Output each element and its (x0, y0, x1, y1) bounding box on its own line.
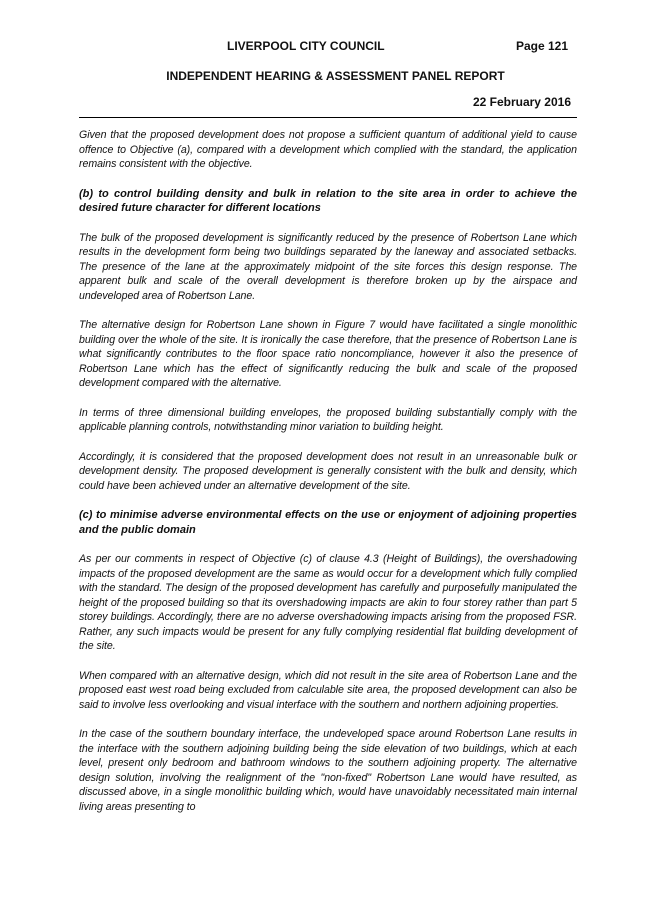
page-number: Page 121 (515, 39, 568, 53)
paragraph: The bulk of the proposed development is significantly reduced by the presence of Robertson Lane which results in the development form being two buildings separated by the laneway and associated setbacks. The presence of the lane at the approximately midpoint of the site forces this design response. The apparent bulk and scale of the overall development is therefore broken up by the airspace and undeveloped area of Robertson Lane. (79, 231, 577, 302)
paragraph: When compared with an alternative design, which did not result in the site area of Robertson Lane and the proposed east west road being excluded from calculable site area, the proposed development can also be said to involve less overlooking and visual interface with the southern and northern adjoining properties. (79, 669, 577, 711)
report-date: 22 February 2016 (472, 95, 571, 109)
section-heading: (b) to control building density and bulk in relation to the site area in order to achieve the desired future character for different locations (79, 187, 577, 214)
document-body (79, 128, 577, 829)
paragraph: The alternative design for Robertson Lane shown in Figure 7 would have facilitated a single monolithic building over the whole of the site. It is ironically the case therefore, that the presence of Robertson Lane is what significantly contributes to the floor space ratio noncompliance, however it also the presence of Robertson Lane which has the effect of significantly reducing the bulk and scale of the proposed development compared with the alternative. (79, 319, 577, 389)
paragraph: In the case of the southern boundary interface, the undeveloped space around Robertson Lane results in the interface with the southern adjoining building being the side elevation of two buildings, which at each level, present only bedroom and bathroom windows to the southern adjoining property. The alternative design solution, involving the realignment of the "non-fixed" Robertson Lane would have resulted, as discussed above, in a single monolithic building which, would have unavoidably necessitated main internal living areas presenting to (79, 728, 577, 813)
paragraph: As per our comments in respect of Objective (c) of clause 4.3 (Height of Buildings), the overshadowing impacts of the proposed development are the same as would occur for a development which fully complied with the standard. The design of the proposed development has carefully and purposefully manipulated the height of the proposed building so that its overshadowing impacts are akin to four storey rather than part 5 storey buildings. Accordingly, there are no adverse overshadowing impacts arising from the proposed FSR. Rather, any such impacts would be present for any fully complying residential flat building development of the site. (79, 553, 577, 652)
paragraph: Given that the proposed development does not propose a sufficient quantum of additional yield to cause offence to Objective (a), compared with a development which complied with the standard, the application remains consistent with the objective. (79, 129, 577, 170)
section-heading: (c) to minimise adverse environmental effects on the use or enjoyment of adjoining properties and the public domain (79, 509, 577, 536)
paragraph: Accordingly, it is considered that the proposed development does not result in an unreasonable bulk or development density. The proposed development is generally consistent with the bulk and density, which could have been achieved under an alternative development of the site. (79, 450, 577, 492)
paragraph: In terms of three dimensional building envelopes, the proposed building substantially comply with the applicable planning controls, notwithstanding minor variation to building height. (79, 406, 577, 433)
report-title: INDEPENDENT HEARING & ASSESSMENT PANEL REPORT (166, 69, 505, 83)
header-divider (79, 117, 577, 118)
council-name: LIVERPOOL CITY COUNCIL (227, 39, 385, 53)
